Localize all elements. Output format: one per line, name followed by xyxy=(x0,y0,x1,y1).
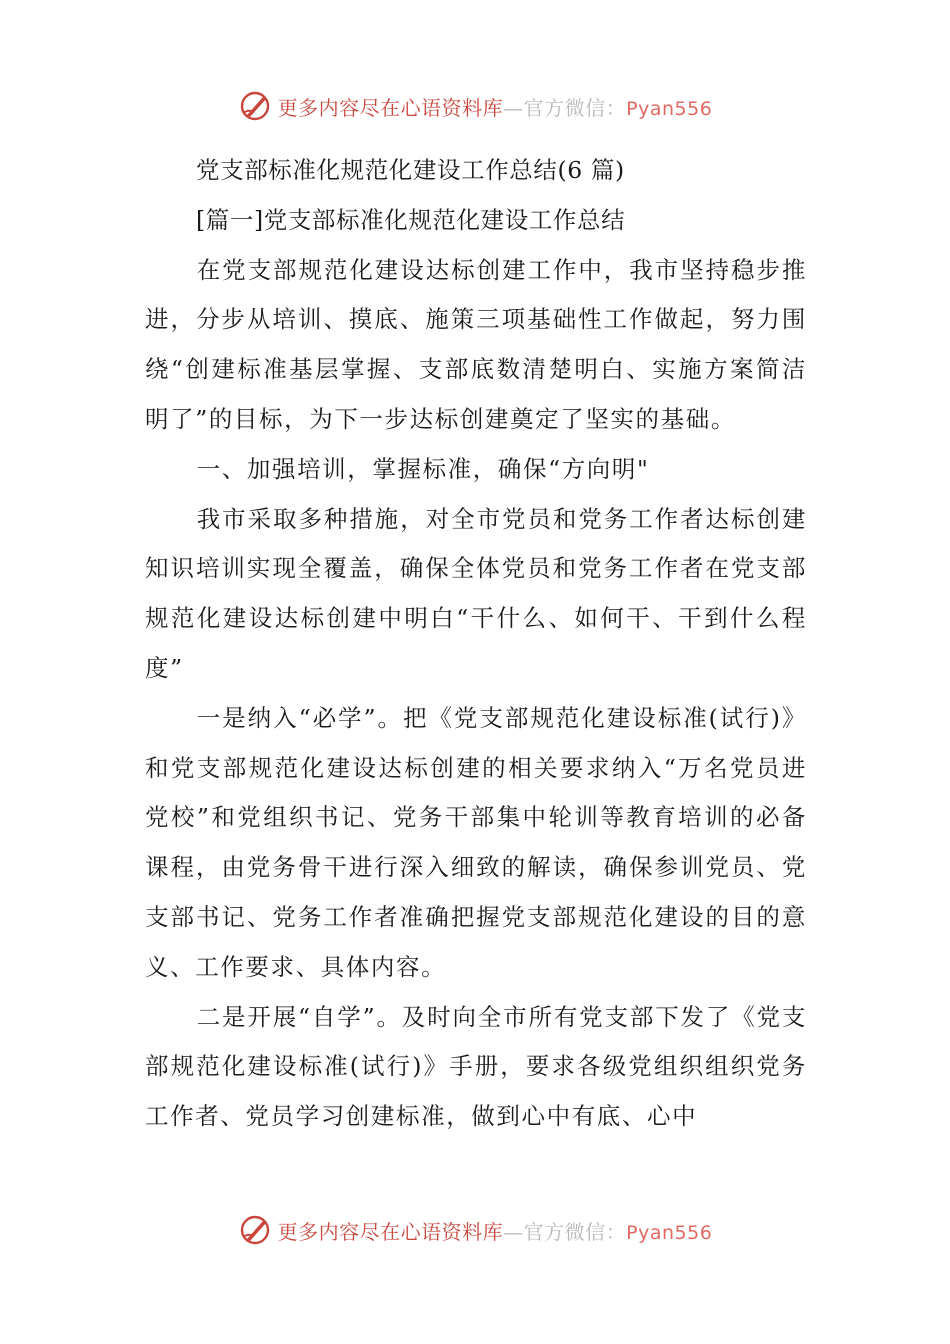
header-banner xyxy=(0,84,950,128)
document-subtitle: [篇一]党支部标准化规范化建设工作总结 xyxy=(196,205,626,234)
paragraph-intro: 在党支部规范化建设达标创建工作中，我市坚持稳步推进，分步从培训、摸底、施策三项基础性工作做起，努力围绕“创建标准基层掌握、支部底数清楚明白、实施方案简洁明了”的目标，为下一步达标创建奠定了坚实的基础。 xyxy=(145,255,807,433)
document-title: 党支部标准化规范化建设工作总结(6 篇) xyxy=(196,156,625,184)
pen-logo-icon xyxy=(238,1213,272,1247)
paragraph-training: 我市采取多种措施，对全市党员和党务工作者达标创建知识培训实现全覆盖，确保全体党员和党务工作者在党支部规范化建设达标创建中明白“干什么、如何干、干到什么程度” xyxy=(145,504,807,682)
banner-sub-text: —官方微信： xyxy=(503,95,627,120)
paragraph-self-learn: 二是开展“自学”。及时向全市所有党支部下发了《党支部规范化建设标准(试行)》手册，要求各级党组织组织党务工作者、党员学习创建标准，做到心中有底、心中 xyxy=(145,1002,807,1131)
banner-wechat-id: Pyan556 xyxy=(626,97,713,120)
banner-wechat-id: Pyan556 xyxy=(626,1221,713,1244)
banner-main-text: 更多内容尽在心语资料库 xyxy=(277,95,504,120)
document-body xyxy=(145,146,807,1142)
banner-main-text: 更多内容尽在心语资料库 xyxy=(277,1219,504,1244)
paragraph-must-learn: 一是纳入“必学”。把《党支部规范化建设标准(试行)》和党支部规范化建设达标创建的相关要求纳入“万名党员进党校”和党组织书记、党务干部集中轮训等教育培训的必备课程，由党务骨干进行深入细致的解读，确保参训党员、党支部书记、党务工作者准确把握党支部规范化建设的目的意义、工作要求、具体内容。 xyxy=(145,703,807,981)
pen-logo-icon xyxy=(238,89,272,123)
section-heading: 一、加强培训，掌握标准，确保“方向明" xyxy=(196,454,650,483)
footer-banner xyxy=(0,1208,950,1252)
banner-sub-text: —官方微信： xyxy=(503,1219,627,1244)
